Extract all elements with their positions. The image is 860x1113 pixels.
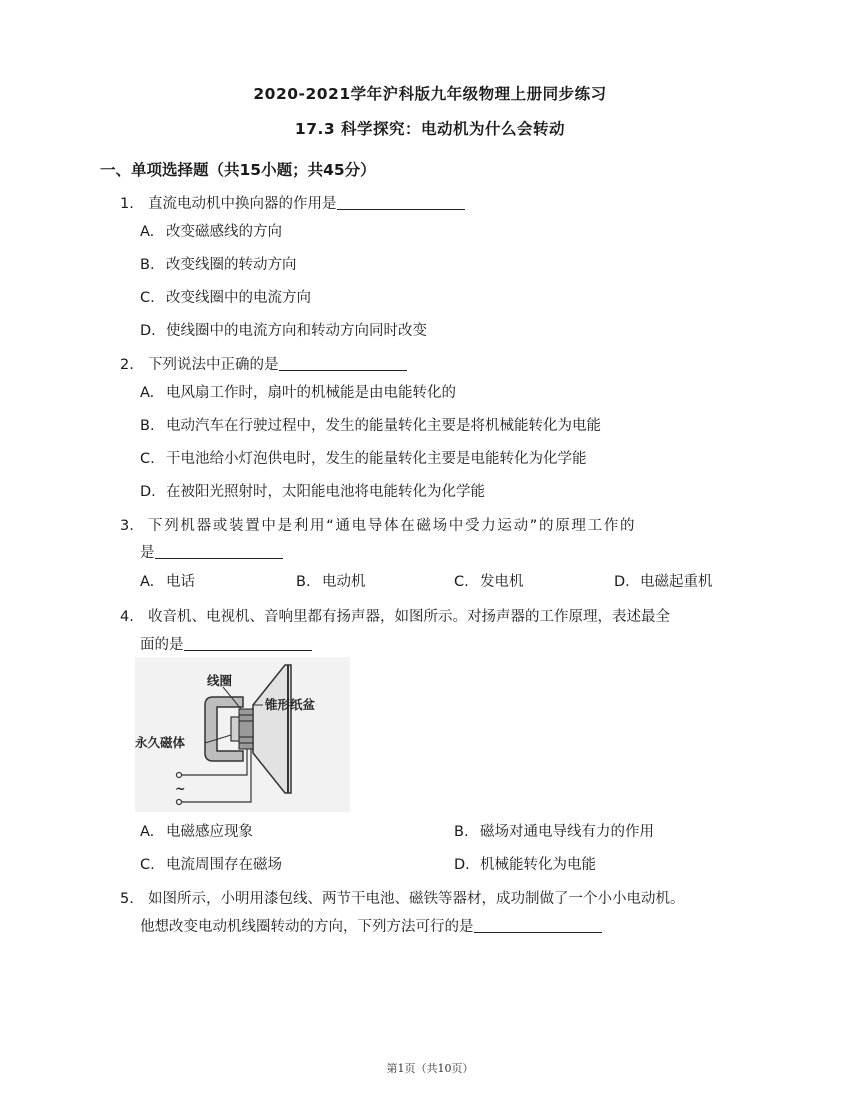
option-3b[interactable] bbox=[296, 570, 366, 591]
question-5-continuation bbox=[140, 915, 602, 936]
terminal-1 bbox=[177, 773, 182, 778]
option-letter: C. bbox=[454, 574, 469, 590]
option-text: 电磁感应现象 bbox=[166, 824, 253, 840]
label-ac-symbol: ~ bbox=[175, 781, 186, 796]
worksheet-subtitle: 17.3 科学探究：电动机为什么会转动 bbox=[294, 120, 566, 138]
option-text: 干电池给小灯泡供电时，发生的能量转化主要是电能转化为化学能 bbox=[166, 451, 587, 467]
question-text-cont: 他想改变电动机线圈转动的方向，下列方法可行的是 bbox=[140, 919, 474, 935]
answer-blank[interactable] bbox=[337, 194, 465, 210]
option-text: 电磁起重机 bbox=[640, 574, 713, 590]
option-text: 改变磁感线的方向 bbox=[166, 224, 282, 240]
section-heading: 一、单项选择题（共15小题；共45分） bbox=[100, 161, 376, 179]
option-text: 电动机 bbox=[322, 574, 366, 590]
option-3c[interactable] bbox=[454, 570, 524, 591]
question-text: 如图所示，小明用漆包线、两节干电池、磁铁等器材，成功制做了一个小小电动机。 bbox=[148, 891, 685, 907]
question-text-cont: 面的是 bbox=[140, 637, 184, 653]
answer-blank[interactable] bbox=[474, 917, 602, 933]
question-4 bbox=[120, 605, 670, 626]
question-5 bbox=[120, 887, 685, 908]
option-text: 发电机 bbox=[480, 574, 524, 590]
option-text: 改变线圈中的电流方向 bbox=[166, 290, 311, 306]
option-3d[interactable] bbox=[614, 570, 713, 591]
option-letter: A. bbox=[140, 385, 155, 401]
page-footer: 第1页（共10页） bbox=[386, 1062, 474, 1075]
option-1b[interactable] bbox=[140, 253, 297, 274]
option-letter: C. bbox=[140, 290, 155, 306]
option-1c[interactable] bbox=[140, 286, 311, 307]
speaker-cone bbox=[253, 665, 291, 793]
option-letter: D. bbox=[454, 857, 470, 873]
option-letter: D. bbox=[140, 323, 156, 339]
option-2d[interactable] bbox=[140, 480, 485, 501]
option-1d[interactable] bbox=[140, 319, 427, 340]
question-1 bbox=[120, 192, 465, 213]
option-letter: B. bbox=[140, 418, 155, 434]
question-text-cont: 是 bbox=[140, 545, 155, 561]
question-number: 2. bbox=[120, 357, 134, 373]
option-2a[interactable] bbox=[140, 381, 456, 402]
label-cone: 锥形纸盆 bbox=[265, 697, 316, 712]
speaker-diagram bbox=[135, 657, 350, 812]
option-letter: A. bbox=[140, 224, 155, 240]
answer-blank[interactable] bbox=[155, 543, 283, 559]
option-text: 电话 bbox=[166, 574, 195, 590]
question-number: 3. bbox=[120, 518, 134, 534]
option-2b[interactable] bbox=[140, 414, 601, 435]
option-text: 电风扇工作时，扇叶的机械能是由电能转化的 bbox=[166, 385, 456, 401]
option-3a[interactable] bbox=[140, 570, 195, 591]
question-text: 下列说法中正确的是 bbox=[148, 357, 279, 373]
label-coil: 线圈 bbox=[207, 673, 233, 688]
option-letter: B. bbox=[296, 574, 311, 590]
option-letter: C. bbox=[140, 451, 155, 467]
speaker-illustration bbox=[135, 657, 350, 812]
question-4-continuation bbox=[140, 633, 312, 654]
answer-blank[interactable] bbox=[279, 355, 407, 371]
worksheet-title: 2020-2021学年沪科版九年级物理上册同步练习 bbox=[253, 85, 607, 103]
option-text: 使线圈中的电流方向和转动方向同时改变 bbox=[166, 323, 427, 339]
option-4c[interactable] bbox=[140, 853, 282, 874]
option-letter: D. bbox=[614, 574, 630, 590]
question-3-continuation bbox=[140, 541, 283, 562]
option-letter: A. bbox=[140, 824, 155, 840]
option-letter: C. bbox=[140, 857, 155, 873]
question-number: 5. bbox=[120, 891, 134, 907]
option-2c[interactable] bbox=[140, 447, 587, 468]
option-text: 改变线圈的转动方向 bbox=[166, 257, 297, 273]
option-text: 机械能转化为电能 bbox=[480, 857, 596, 873]
answer-blank[interactable] bbox=[184, 635, 312, 651]
option-letter: B. bbox=[454, 824, 469, 840]
option-letter: B. bbox=[140, 257, 155, 273]
question-text: 下列机器或装置中是利用“通电导体在磁场中受力运动”的原理工作的 bbox=[148, 518, 637, 534]
question-2 bbox=[120, 353, 407, 374]
option-1a[interactable] bbox=[140, 220, 282, 241]
question-number: 4. bbox=[120, 609, 134, 625]
option-text: 电动汽车在行驶过程中，发生的能量转化主要是将机械能转化为电能 bbox=[166, 418, 601, 434]
option-letter: D. bbox=[140, 484, 156, 500]
question-3 bbox=[120, 514, 636, 535]
option-4a[interactable] bbox=[140, 820, 253, 841]
question-number: 1. bbox=[120, 196, 134, 212]
question-text: 直流电动机中换向器的作用是 bbox=[148, 196, 337, 212]
option-4b[interactable] bbox=[454, 820, 654, 841]
option-text: 磁场对通电导线有力的作用 bbox=[480, 824, 654, 840]
option-4d[interactable] bbox=[454, 853, 596, 874]
option-text: 在被阳光照射时，太阳能电池将电能转化为化学能 bbox=[166, 484, 485, 500]
question-text: 收音机、电视机、音响里都有扬声器，如图所示。对扬声器的工作原理，表述最全 bbox=[148, 609, 670, 625]
terminal-2 bbox=[177, 800, 182, 805]
option-letter: A. bbox=[140, 574, 155, 590]
option-text: 电流周围存在磁场 bbox=[166, 857, 282, 873]
label-magnet: 永久磁体 bbox=[135, 735, 186, 750]
